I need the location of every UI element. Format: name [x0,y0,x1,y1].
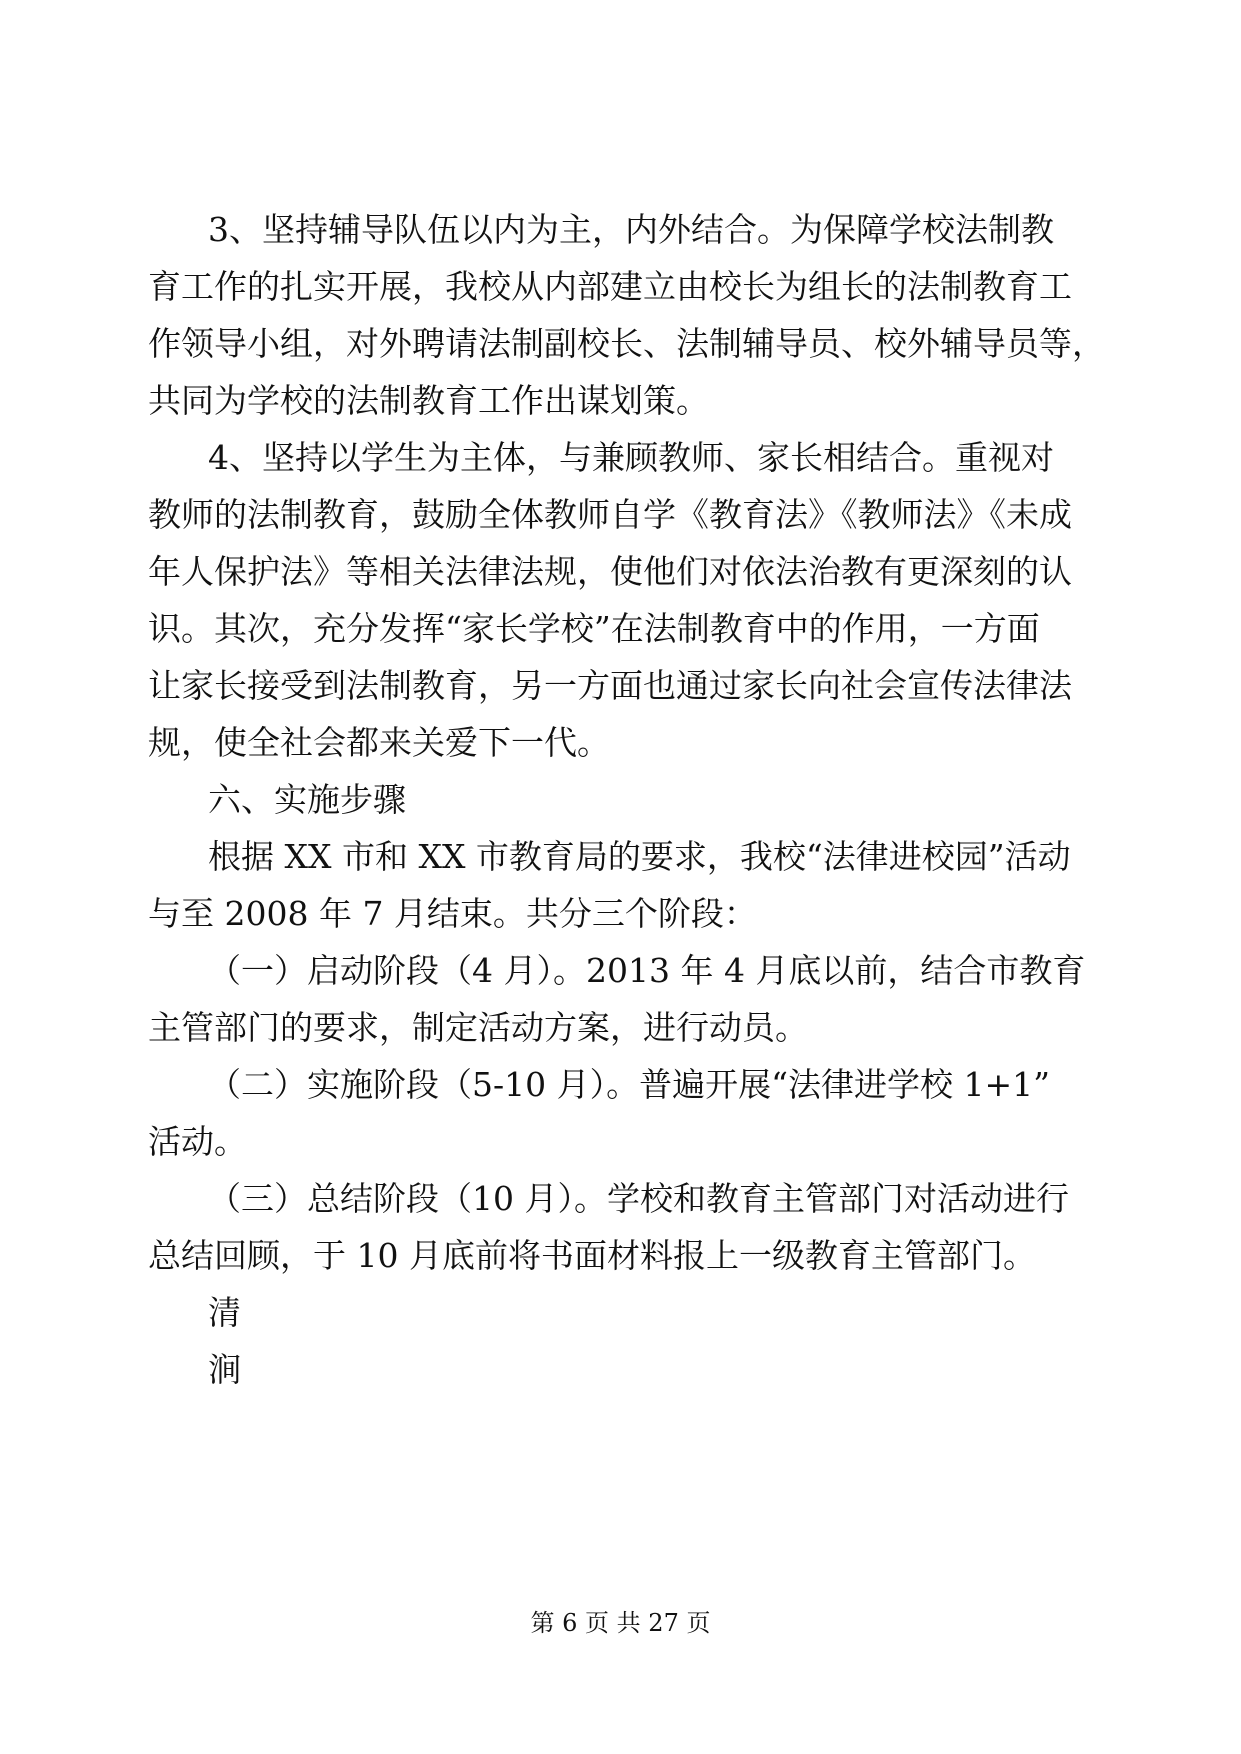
page-number-footer: 第 6 页 共 27 页 [530,1609,711,1637]
text-line: 与至 2008 年 7 月结束。共分三个阶段： [148,894,757,933]
text-line: 育工作的扎实开展，我校从内部建立由校长为组长的法制教育工 [148,267,1072,306]
text-line: 主管部门的要求，制定活动方案，进行动员。 [148,1008,808,1047]
text-line: 总结回顾，于 10 月底前将书面材料报上一级教育主管部门。 [148,1236,1036,1275]
text-line: 年人保护法》等相关法律法规，使他们对依法治教有更深刻的认 [148,552,1072,591]
text-line: 4、坚持以学生为主体，与兼顾教师、家长相结合。重视对 [208,438,1054,477]
text-line: 活动。 [148,1122,247,1161]
text-line: 作领导小组，对外聘请法制副校长、法制辅导员、校外辅导员等， [148,324,1105,363]
trailing-text: 清 [208,1293,241,1332]
text-line: 教师的法制教育，鼓励全体教师自学《教育法》《教师法》《未成 [148,495,1072,534]
text-line: 共同为学校的法制教育工作出谋划策。 [148,381,709,420]
text-line: 3、坚持辅导队伍以内为主，内外结合。为保障学校法制教 [208,210,1054,249]
text-line: （二）实施阶段（5-10 月）。普遍开展“法律进学校 1+1” [208,1065,1050,1104]
text-line: （一）启动阶段（4 月）。2013 年 4 月底以前，结合市教育 [208,951,1086,990]
text-line: 规，使全社会都来关爱下一代。 [148,723,610,762]
text-line: 根据 XX 市和 XX 市教育局的要求，我校“法律进校园”活动 [208,837,1071,876]
section-heading: 六、实施步骤 [208,780,406,819]
text-line: （三）总结阶段（10 月）。学校和教育主管部门对活动进行 [208,1179,1069,1218]
text-line: 让家长接受到法制教育，另一方面也通过家长向社会宣传法律法 [148,666,1072,705]
trailing-text: 涧 [208,1350,241,1389]
text-line: 识。其次，充分发挥“家长学校”在法制教育中的作用，一方面 [148,609,1040,648]
